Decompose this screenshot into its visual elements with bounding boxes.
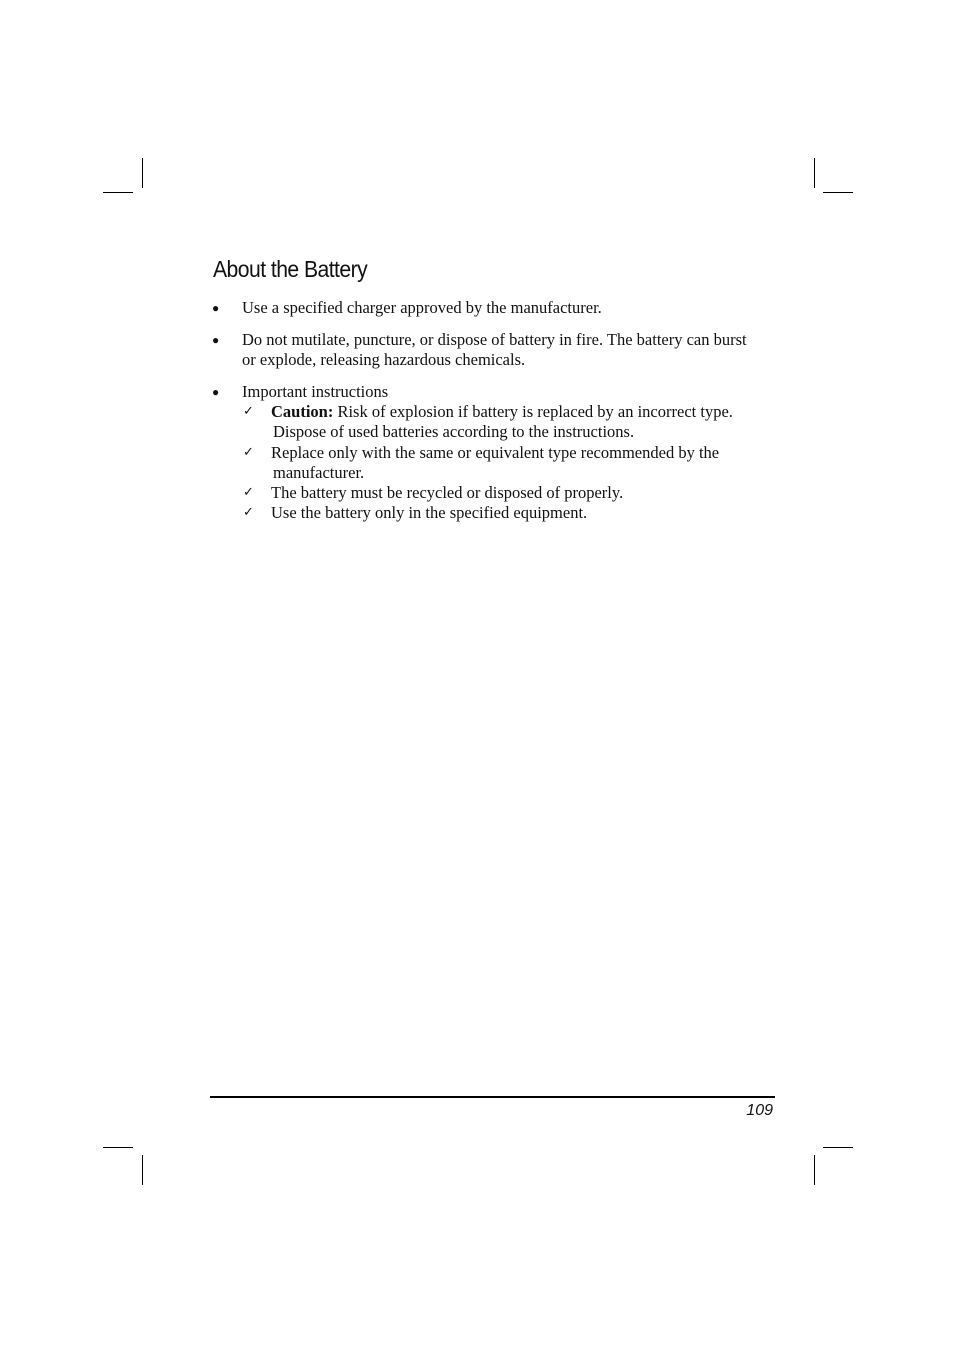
bullet-icon: ● <box>212 385 220 399</box>
bullet-text: Use a specified charger approved by the manufacturer. <box>242 298 602 317</box>
caution-label: Caution: <box>271 402 334 421</box>
bullet-text: Important instructions <box>242 382 389 401</box>
bullet-text: Do not mutilate, puncture, or dispose of battery in fire. The battery can burst <box>242 330 747 349</box>
crop-mark-top-right-v <box>814 158 815 188</box>
check-item-text: Replace only with the same or equivalent type recommended by the <box>271 443 720 462</box>
checkmark-icon: ✓ <box>243 485 254 500</box>
check-item-text <box>271 402 733 422</box>
checkmark-icon: ✓ <box>243 445 254 460</box>
section-title: About the Battery <box>213 256 368 282</box>
crop-mark-top-left-h <box>103 192 133 193</box>
crop-mark-bottom-right-h <box>823 1147 853 1148</box>
check-item-text: The battery must be recycled or disposed of properly. <box>271 483 624 502</box>
crop-mark-top-right-h <box>823 192 853 193</box>
footer-rule <box>210 1096 775 1098</box>
bullet-icon: ● <box>212 333 220 347</box>
checkmark-icon: ✓ <box>243 505 254 520</box>
check-item-text: manufacturer. <box>273 463 365 482</box>
crop-mark-top-left-v <box>142 158 143 188</box>
check-item-text: Dispose of used batteries according to the instructions. <box>273 422 635 441</box>
crop-mark-bottom-right-v <box>814 1155 815 1185</box>
page-number: 109 <box>746 1102 773 1119</box>
caution-text: Risk of explosion if battery is replaced by an incorrect type. <box>333 402 733 421</box>
crop-mark-bottom-left-v <box>142 1155 143 1185</box>
bullet-text: or explode, releasing hazardous chemicals. <box>242 350 526 369</box>
bullet-icon: ● <box>212 301 220 315</box>
check-item-text: Use the battery only in the specified equipment. <box>271 503 588 522</box>
crop-mark-bottom-left-h <box>103 1147 133 1148</box>
checkmark-icon: ✓ <box>243 404 254 419</box>
